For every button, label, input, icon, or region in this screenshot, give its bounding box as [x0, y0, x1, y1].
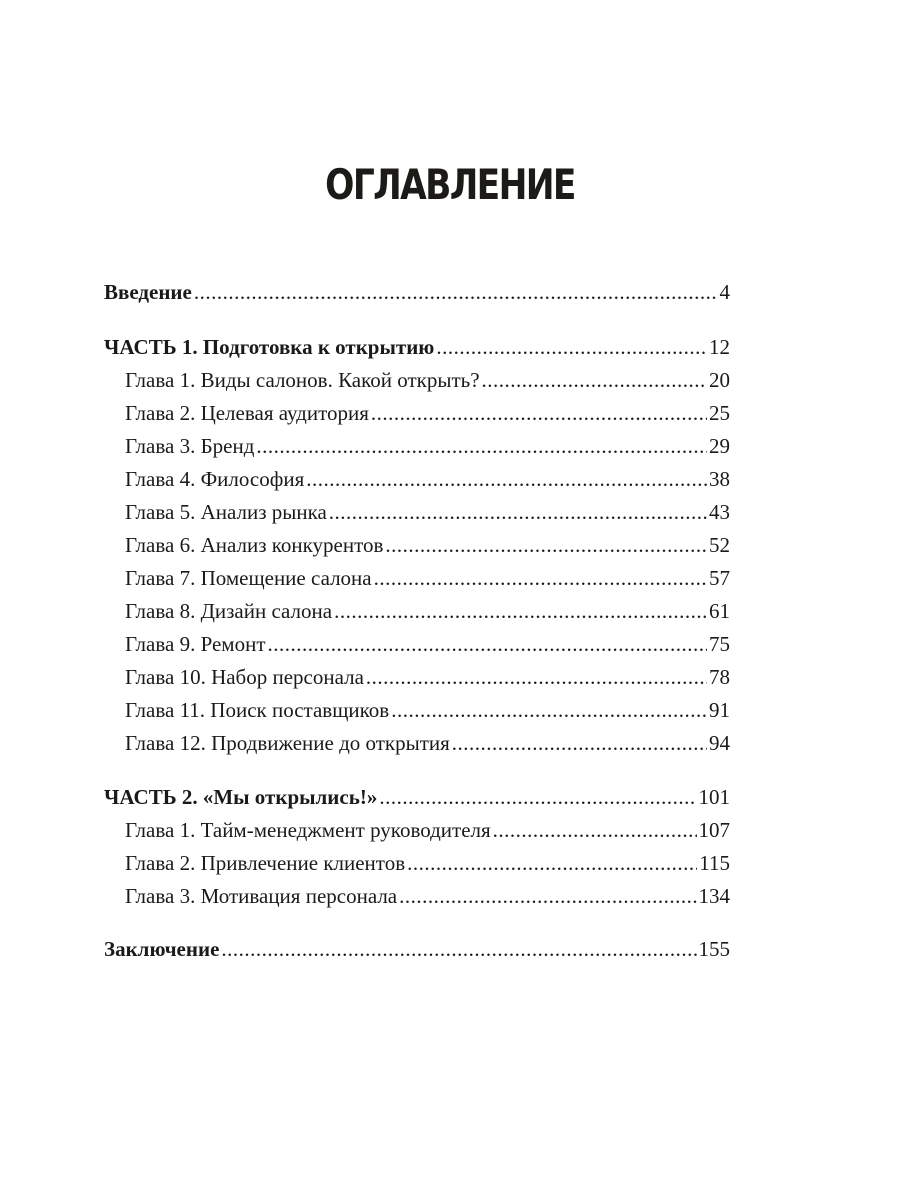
toc-entry-page: 78	[709, 665, 730, 689]
dot-leader	[391, 698, 707, 723]
toc-entry-title: Глава 11. Поиск поставщиков	[125, 698, 390, 722]
toc-entry-title: Глава 8. Дизайн салона	[125, 599, 333, 623]
toc-entry-introduction[interactable]	[104, 280, 730, 310]
toc-entry-title: Глава 2. Целевая аудитория	[125, 401, 369, 425]
dot-leader	[493, 818, 697, 843]
toc-entry-title: Глава 3. Мотивация персонала	[125, 884, 398, 908]
toc-entry-part-1[interactable]	[104, 335, 730, 365]
toc-entry-page: 61	[709, 599, 730, 623]
toc-entry-page: 75	[709, 632, 730, 656]
toc-entry-page: 12	[709, 335, 730, 359]
dot-leader	[482, 368, 707, 393]
toc-entry-chapter[interactable]	[125, 500, 730, 530]
toc-entry-chapter[interactable]	[125, 566, 730, 596]
toc-entry-title: Глава 1. Виды салонов. Какой открыть?	[125, 368, 480, 392]
toc-entry-chapter[interactable]	[125, 434, 730, 464]
toc-entry-page: 155	[698, 937, 730, 961]
toc-entry-title: Глава 2. Привлечение клиентов	[125, 851, 406, 875]
dot-leader	[385, 533, 707, 558]
toc-entry-page: 43	[709, 500, 730, 524]
dot-leader	[452, 731, 707, 756]
dot-leader	[366, 665, 707, 690]
toc-entry-title: Глава 5. Анализ рынка	[125, 500, 327, 524]
toc-entry-chapter[interactable]	[125, 851, 730, 881]
dot-leader	[407, 851, 697, 876]
dot-leader	[306, 467, 707, 492]
toc-entry-title: Заключение	[104, 937, 220, 961]
toc-entry-chapter[interactable]	[125, 401, 730, 431]
dot-leader	[436, 335, 707, 360]
dot-leader	[194, 280, 718, 305]
toc-entry-page: 52	[709, 533, 730, 557]
toc-entry-page: 134	[698, 884, 730, 908]
dot-leader	[329, 500, 707, 525]
toc-entry-chapter[interactable]	[125, 818, 730, 848]
toc-entry-title: Глава 4. Философия	[125, 467, 305, 491]
toc-entry-chapter[interactable]	[125, 632, 730, 662]
toc-entry-title: Глава 7. Помещение салона	[125, 566, 372, 590]
toc-entry-page: 57	[709, 566, 730, 590]
dot-leader	[268, 632, 708, 657]
toc-entry-page: 107	[698, 818, 730, 842]
toc-entry-title: Глава 9. Ремонт	[125, 632, 266, 656]
toc-entry-title: Глава 3. Бренд	[125, 434, 255, 458]
dot-leader	[379, 785, 696, 810]
toc-entry-page: 115	[699, 851, 730, 875]
toc-entry-title: Глава 10. Набор персонала	[125, 665, 364, 689]
dot-leader	[256, 434, 707, 459]
toc-entry-chapter[interactable]	[125, 368, 730, 398]
toc-entry-title: ЧАСТЬ 2. «Мы открылись!»	[104, 785, 378, 809]
toc-entry-page: 38	[709, 467, 730, 491]
toc-entry-part-2[interactable]	[104, 785, 730, 815]
toc-entry-page: 20	[709, 368, 730, 392]
toc-entry-title: Введение	[104, 280, 192, 304]
dot-leader	[399, 884, 696, 909]
toc-entry-title: ЧАСТЬ 1. Подготовка к открытию	[104, 335, 435, 359]
dot-leader	[371, 401, 707, 426]
toc-entry-chapter[interactable]	[125, 731, 730, 761]
dot-leader	[221, 937, 696, 962]
toc-entry-chapter[interactable]	[125, 698, 730, 728]
toc-entry-title: Глава 6. Анализ конкурентов	[125, 533, 384, 557]
toc-entry-title: Глава 12. Продвижение до открытия	[125, 731, 450, 755]
toc-entry-page: 29	[709, 434, 730, 458]
toc-entry-page: 4	[719, 280, 730, 304]
toc-heading: ОГЛАВЛЕНИЕ	[325, 160, 575, 209]
toc-entry-chapter[interactable]	[125, 533, 730, 563]
toc-entry-page: 94	[709, 731, 730, 755]
toc-entry-title: Глава 1. Тайм-менеджмент руководителя	[125, 818, 491, 842]
dot-leader	[374, 566, 707, 591]
toc-entry-chapter[interactable]	[125, 599, 730, 629]
toc-entry-chapter[interactable]	[125, 467, 730, 497]
toc-entry-conclusion[interactable]	[104, 937, 730, 967]
toc-entry-page: 25	[709, 401, 730, 425]
toc-entry-chapter[interactable]	[125, 884, 730, 914]
toc-entry-chapter[interactable]	[125, 665, 730, 695]
toc-entry-page: 91	[709, 698, 730, 722]
toc-entry-page: 101	[698, 785, 730, 809]
dot-leader	[334, 599, 707, 624]
